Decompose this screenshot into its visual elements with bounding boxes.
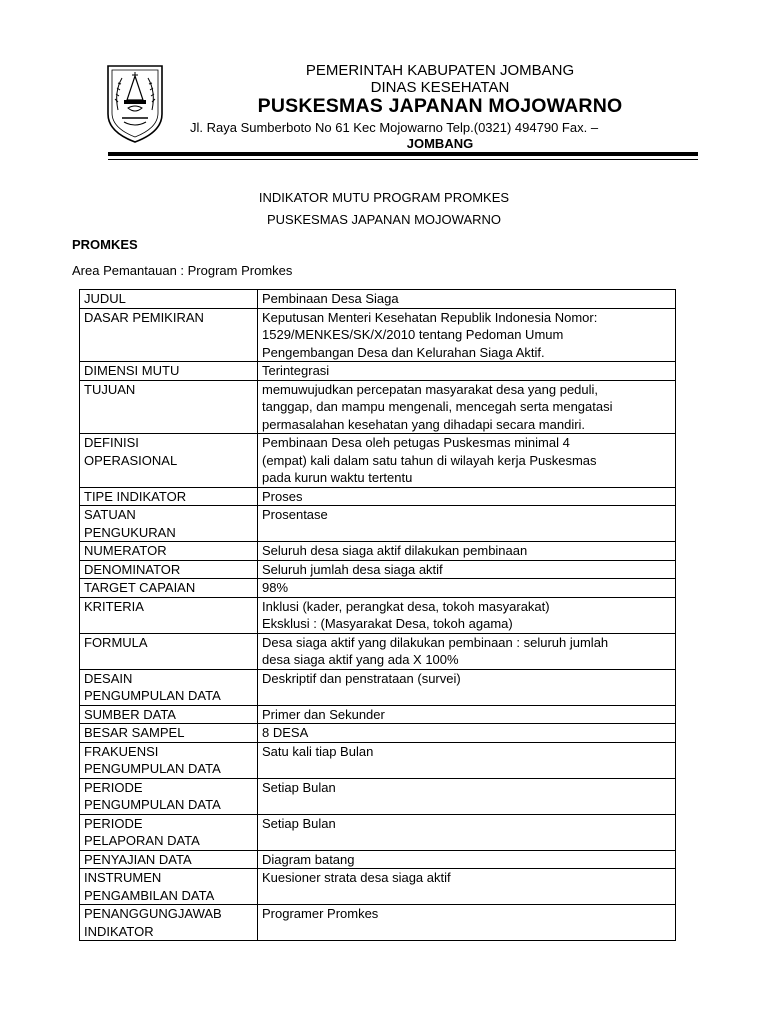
row-value-line: 8 DESA [262, 725, 309, 740]
table-row [80, 869, 676, 905]
row-label-line: PENANGGUNGJAWAB [84, 906, 222, 921]
row-label-line: PENGAMBILAN DATA [84, 887, 215, 903]
row-label-line: PELAPORAN DATA [84, 833, 200, 848]
row-label [80, 850, 258, 869]
row-label [80, 560, 258, 579]
row-label-line: SUMBER DATA [84, 706, 176, 722]
row-label [80, 669, 258, 705]
row-value [258, 669, 676, 705]
row-value [258, 487, 676, 506]
table-row [80, 506, 676, 542]
table-row [80, 778, 676, 814]
table-row [80, 308, 676, 362]
row-value-line: Setiap Bulan [262, 779, 336, 795]
row-value-line: permasalahan kesehatan yang dihadapi secara mandiri. [262, 416, 586, 432]
table-row [80, 742, 676, 778]
jombang-regency-emblem-icon [104, 62, 166, 144]
row-value-line: Seluruh desa siaga aktif dilakukan pembinaan [262, 543, 528, 558]
row-label-line: PENGUMPULAN DATA [84, 688, 221, 703]
row-label-line: PERIODE [84, 815, 143, 831]
table-row [80, 579, 676, 598]
table-row [80, 633, 676, 669]
city-name: JOMBANG [406, 136, 474, 151]
table-row [80, 560, 676, 579]
document-title: INDIKATOR MUTU PROGRAM PROMKES [258, 190, 510, 205]
row-label-line: DIMENSI MUTU [84, 363, 180, 378]
row-value-line: Eksklusi : (Masyarakat Desa, tokoh agama) [262, 616, 513, 631]
row-label-line: PENGUMPULAN DATA [84, 797, 221, 812]
row-label-line: BESAR SAMPEL [84, 725, 185, 740]
row-label [80, 778, 258, 814]
row-label-line: PENYAJIAN DATA [84, 851, 192, 867]
table-row [80, 487, 676, 506]
row-label [80, 597, 258, 633]
row-value-line: Pembinaan Desa oleh petugas Puskesmas minimal 4 [262, 435, 570, 450]
row-value [258, 506, 676, 542]
row-value-line: Setiap Bulan [262, 815, 336, 831]
area-line: Area Pemantauan : Program Promkes [72, 263, 293, 278]
table-row [80, 850, 676, 869]
row-label-line: TIPE INDIKATOR [84, 488, 187, 504]
row-label [80, 869, 258, 905]
row-value-line: Prosentase [262, 507, 328, 522]
row-label-line: SATUAN [84, 507, 136, 522]
header-divider-thin [108, 159, 698, 160]
row-value [258, 380, 676, 434]
row-value [258, 579, 676, 598]
row-value [258, 869, 676, 905]
header-divider-thick [108, 152, 698, 156]
row-value-line: Pembinaan Desa Siaga [262, 291, 399, 306]
row-value [258, 633, 676, 669]
row-label-line: PENGUMPULAN DATA [84, 761, 221, 776]
table-row [80, 814, 676, 850]
row-label [80, 308, 258, 362]
indicator-table [79, 289, 676, 941]
row-value-line: Deskriptif dan penstrataan (survei) [262, 670, 461, 686]
row-label-line: KRITERIA [84, 598, 144, 614]
row-value-line: Diagram batang [262, 851, 355, 867]
row-label [80, 380, 258, 434]
row-value [258, 778, 676, 814]
row-label-line: FORMULA [84, 634, 148, 650]
row-value [258, 705, 676, 724]
row-label [80, 905, 258, 941]
row-value [258, 724, 676, 743]
row-value [258, 542, 676, 561]
row-label [80, 434, 258, 488]
row-label [80, 506, 258, 542]
row-label [80, 542, 258, 561]
row-value [258, 560, 676, 579]
table-row [80, 290, 676, 309]
row-value-line: Terintegrasi [262, 363, 330, 378]
table-row [80, 597, 676, 633]
table-row [80, 542, 676, 561]
row-label [80, 814, 258, 850]
row-value-line: tanggap, dan mampu mengenali, mencegah serta mengatasi [262, 399, 613, 414]
section-heading: PROMKES [72, 237, 138, 252]
row-label-line: PENGUKURAN [84, 524, 176, 540]
row-value-line: Primer dan Sekunder [262, 706, 385, 722]
row-value-line: desa siaga aktif yang ada X 100% [262, 652, 459, 667]
document-subtitle: PUSKESMAS JAPANAN MOJOWARNO [266, 212, 502, 227]
row-value-line: pada kurun waktu tertentu [262, 470, 413, 485]
row-value-line: (empat) kali dalam satu tahun di wilayah kerja Puskesmas [262, 452, 597, 468]
row-value-line: Desa siaga aktif yang dilakukan pembinaan : seluruh jumlah [262, 634, 609, 650]
row-value-line: Pengembangan Desa dan Kelurahan Siaga Aktif. [262, 344, 545, 360]
row-label-line: TUJUAN [84, 381, 136, 397]
row-label-line: DEFINISI [84, 435, 139, 450]
row-value-line: Seluruh jumlah desa siaga aktif [262, 561, 443, 577]
row-value-line: Inklusi (kader, perangkat desa, tokoh masyarakat) [262, 598, 550, 614]
row-value-line: 1529/MENKES/SK/X/2010 tentang Pedoman Umum [262, 327, 564, 342]
row-label [80, 705, 258, 724]
row-label [80, 742, 258, 778]
table-row [80, 362, 676, 381]
table-row [80, 905, 676, 941]
row-label [80, 487, 258, 506]
row-label-line: INSTRUMEN [84, 870, 162, 885]
government-name: PEMERINTAH KABUPATEN JOMBANG [305, 62, 575, 79]
row-value [258, 434, 676, 488]
row-value [258, 308, 676, 362]
row-label [80, 362, 258, 381]
row-value [258, 290, 676, 309]
row-label-line: NUMERATOR [84, 543, 167, 558]
row-label-line: PERIODE [84, 779, 143, 795]
row-value-line: Proses [262, 488, 303, 504]
row-label-line: DASAR PEMIKIRAN [84, 309, 204, 325]
row-value [258, 597, 676, 633]
table-row [80, 724, 676, 743]
row-value-line: Satu kali tiap Bulan [262, 743, 374, 759]
row-value [258, 814, 676, 850]
row-label-line: JUDUL [84, 291, 126, 306]
row-value [258, 742, 676, 778]
row-value [258, 905, 676, 941]
row-label-line: TARGET CAPAIAN [84, 580, 196, 595]
row-label-line: FRAKUENSI [84, 743, 159, 759]
row-value-line: Programer Promkes [262, 906, 379, 921]
row-value-line: 98% [262, 580, 289, 595]
row-value [258, 362, 676, 381]
row-value-line: Keputusan Menteri Kesehatan Republik Indonesia Nomor: [262, 309, 598, 325]
department-name: DINAS KESEHATAN [370, 79, 510, 96]
address-line: Jl. Raya Sumberboto No 61 Kec Mojowarno Telp.(0321) 494790 Fax. – [190, 120, 599, 135]
table-row [80, 705, 676, 724]
row-value-line: Kuesioner strata desa siaga aktif [262, 870, 451, 885]
institution-name: PUSKESMAS JAPANAN MOJOWARNO [257, 95, 623, 117]
row-value [258, 850, 676, 869]
row-value-line: memuwujudkan percepatan masyarakat desa yang peduli, [262, 381, 599, 397]
row-label-line: OPERASIONAL [84, 452, 178, 468]
row-label [80, 290, 258, 309]
table-row [80, 380, 676, 434]
row-label [80, 724, 258, 743]
table-row [80, 434, 676, 488]
table-row [80, 669, 676, 705]
row-label-line: DENOMINATOR [84, 561, 181, 577]
row-label-line: DESAIN [84, 670, 133, 686]
row-label [80, 579, 258, 598]
row-label-line: INDIKATOR [84, 923, 154, 939]
row-label [80, 633, 258, 669]
